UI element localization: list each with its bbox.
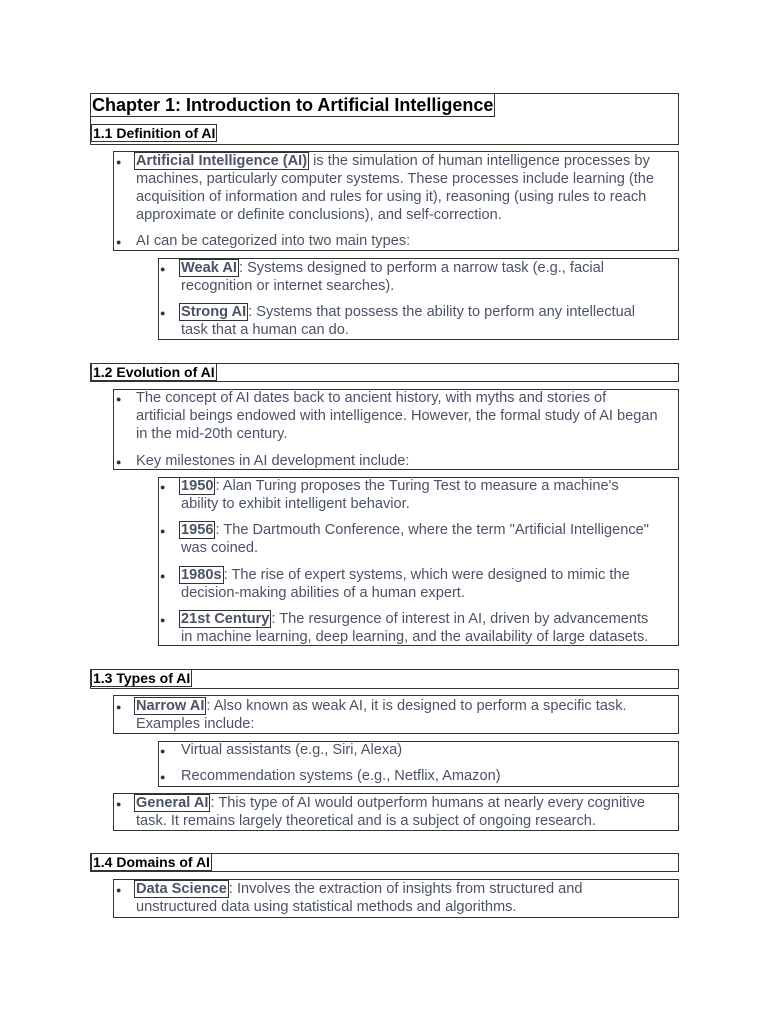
definition-item: Artificial Intelligence (AI) is the simulation of human intelligence processes by machines, particularly computer systems. These processes include learning (the acquisition of information and rules for using it), reasoning (using rules to reach approximate or definite conclusions), and self-correction. — [136, 153, 655, 223]
strong-ai-item: Strong AI : Systems that possess the ability to perform any intellectual task that a human can do. — [181, 304, 636, 338]
bullet-icon: ● — [116, 237, 122, 247]
bullet-icon: ● — [160, 482, 166, 492]
milestone-1980s: 1980s : The rise of expert systems, which were designed to mimic the decision-making abilities of a human expert. — [181, 567, 630, 601]
milestone-21st-century: 21st Century : The resurgence of interest in AI, driven by advancements in machine learning, deep learning, and the availability of large datasets. — [181, 611, 649, 645]
bullet-icon: ● — [116, 885, 122, 895]
chapter-title: Chapter 1: Introduction to Artificial Intelligence — [92, 95, 494, 115]
section-1-2-heading: 1.2 Evolution of AI — [93, 364, 215, 380]
bullet-icon: ● — [116, 799, 122, 809]
bullet-icon: ● — [160, 308, 166, 318]
example-virtual-assistants: Virtual assistants (e.g., Siri, Alexa) — [181, 742, 403, 758]
bullet-icon: ● — [160, 526, 166, 536]
bullet-icon: ● — [160, 746, 166, 756]
categorize-item: AI can be categorized into two main types: — [136, 233, 411, 249]
bullet-icon: ● — [116, 702, 122, 712]
milestone-1950: 1950 : Alan Turing proposes the Turing Test to measure a machine's ability to exhibit intelligent behavior. — [181, 478, 619, 512]
bullet-icon: ● — [160, 571, 166, 581]
bullet-icon: ● — [116, 457, 122, 467]
section-1-4-heading: 1.4 Domains of AI — [93, 854, 210, 870]
concept-item: The concept of AI dates back to ancient history, with myths and stories of artificial beings endowed with intelligence. However, the formal study of AI began in the mid-20th century. — [136, 390, 658, 442]
bullet-icon: ● — [160, 264, 166, 274]
general-ai-item: General AI : This type of AI would outperform humans at nearly every cognitive task. It remains largely theoretical and is a subject of ongoing research. — [136, 795, 645, 829]
bullet-icon: ● — [116, 157, 122, 167]
data-science-item: Data Science : Involves the extraction of insights from structured and unstructured data using statistical methods and algorithms. — [136, 881, 583, 915]
weak-ai-item: Weak AI : Systems designed to perform a narrow task (e.g., facial recognition or internet searches). — [181, 260, 604, 294]
narrow-ai-item: Narrow AI : Also known as weak AI, it is designed to perform a specific task. Examples include: — [136, 698, 627, 732]
example-recommendation-systems: Recommendation systems (e.g., Netflix, Amazon) — [181, 768, 501, 784]
bullet-icon: ● — [160, 615, 166, 625]
bullet-icon: ● — [160, 772, 166, 782]
milestone-1956: 1956 : The Dartmouth Conference, where the term "Artificial Intelligence" was coined. — [181, 522, 649, 556]
milestones-intro-item: Key milestones in AI development include: — [136, 453, 410, 469]
bullet-icon: ● — [116, 394, 122, 404]
section-1-1-heading: 1.1 Definition of AI — [93, 125, 216, 141]
section-1-3-heading: 1.3 Types of AI — [93, 670, 191, 686]
